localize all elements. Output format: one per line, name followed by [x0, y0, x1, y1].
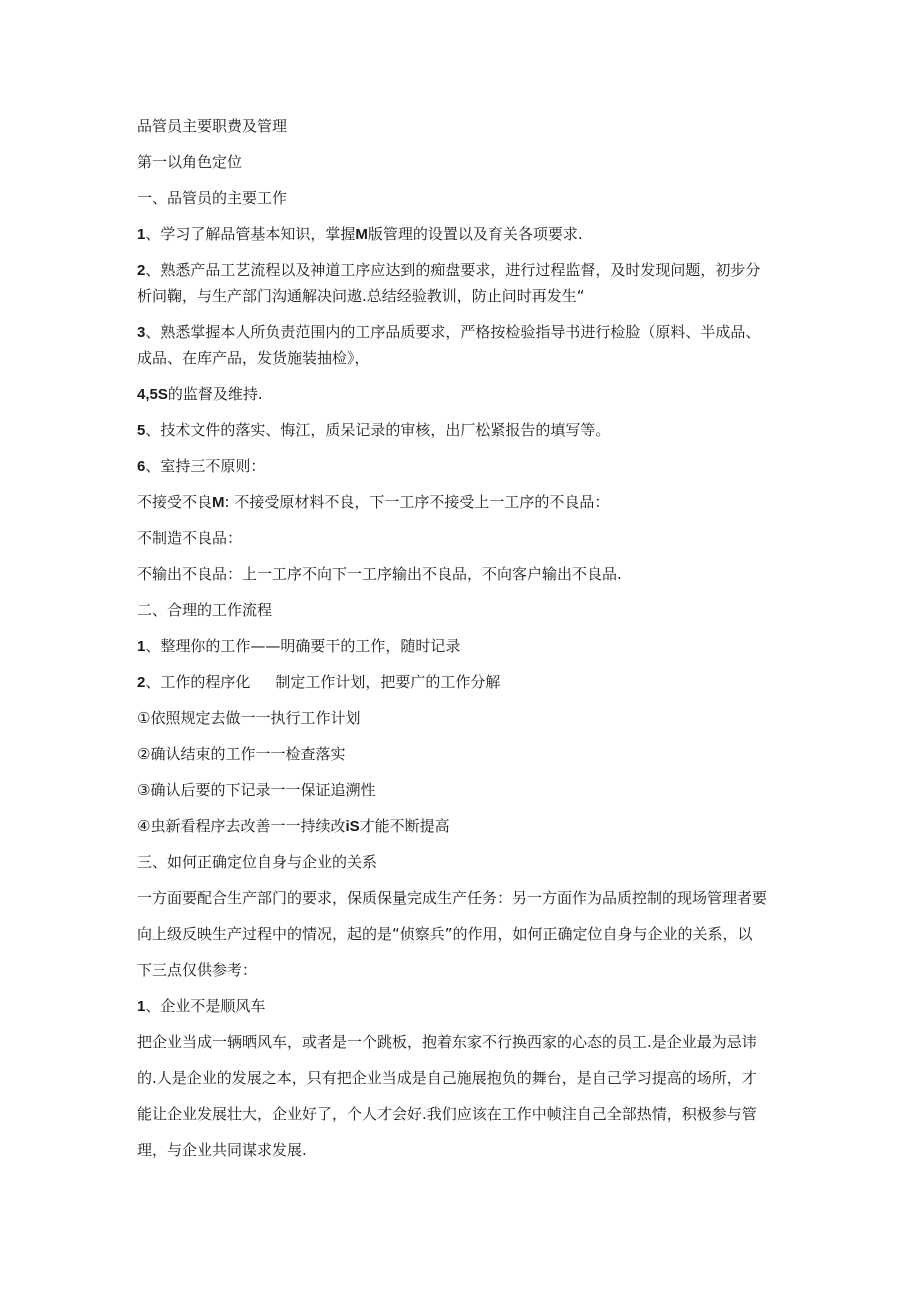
item-number: 5 — [137, 422, 146, 439]
item-number: 1 — [137, 638, 146, 655]
item-number: 2 — [137, 262, 146, 279]
item-number: 1 — [137, 998, 146, 1015]
paragraph-line: 理，与企业共同谋求发展. — [137, 1141, 307, 1159]
part-heading: 第一以角色定位 — [137, 153, 243, 171]
item-text: 、整理你的工作——明确要干的工作，随时记录 — [145, 637, 461, 655]
item-number: 6 — [137, 458, 146, 475]
principle-bold-text: M — [212, 494, 225, 511]
paragraph-line: 一方面要配合生产部门的要求，保质保量完成生产任务：另一方面作为品质控制的现场管理者要 — [137, 889, 768, 907]
item-text: 、技术文件的落实、悔江，质呆记录的审核，出厂松紧报告的填写等。 — [145, 421, 611, 439]
principle-text-cont: : 不接受原材料不良，下一工序不接受上一工序的不良品： — [224, 493, 610, 511]
duty-item-1 — [137, 221, 787, 247]
document-body — [137, 113, 787, 1163]
workflow-step-3: ③确认后要的下记录一一保证追溯性 — [137, 781, 376, 799]
item-text-cont: 版管理的设置以及育关各项要求. — [367, 225, 583, 243]
duty-item-2-cont: 析问鞠，与生产部门沟通解决问遨.总结经验教训，防止问时再发生“ — [137, 287, 585, 305]
step-text: ④虫新看程序去改善一一持续改 — [137, 817, 346, 835]
workflow-step-4 — [137, 813, 787, 839]
duty-item-4 — [137, 381, 787, 407]
item-bold-text: M — [355, 226, 368, 243]
section-heading-2: 二、合理的工作流程 — [137, 601, 273, 619]
item-text: 、学习了解品管基本知识，掌握 — [145, 225, 356, 243]
duty-item-5 — [137, 417, 787, 443]
item-text: 、熟悉产品工艺流程以及神道工序应达到的痴盘要求，进行过程监督，及时发现问题，初步分 — [145, 261, 761, 279]
workflow-item-2 — [137, 669, 787, 695]
item-text: 、企业不是顺风车 — [145, 997, 266, 1015]
principle-2: 不制造不良品： — [137, 529, 243, 547]
principle-3: 不输出不良品：上一工序不向下一工序输出不良品，不向客户输出不良品. — [137, 565, 622, 583]
item-text: 、熟悉掌握本人所负责范围内的工序品质要求，严格按检验指导书进行检脸（原料、半成品、 — [145, 323, 761, 341]
paragraph-line: 下三点仅供参考： — [137, 961, 258, 979]
point-heading-1 — [137, 993, 787, 1019]
duty-item-3 — [137, 319, 787, 345]
workflow-step-2: ②确认结束的工作一一检查落实 — [137, 745, 346, 763]
duty-item-3-cont: 成品、在库产品，发货施装抽检》， — [137, 349, 370, 367]
paragraph-line: 的.人是企业的发展之本，只有把企业当成是自己施展抱负的舞台，是自己学习提高的场所，才 — [137, 1069, 757, 1087]
duty-item-2 — [137, 257, 787, 283]
item-text-cont: 制定工作计划，把要广的工作分解 — [275, 673, 501, 691]
item-number: 3 — [137, 324, 146, 341]
step-bold-text: iS — [345, 818, 360, 835]
document-title: 品管员主要职费及管理 — [137, 117, 288, 135]
section-heading-3: 三、如何正确定位自身与企业的关系 — [137, 853, 378, 871]
duty-item-6 — [137, 453, 787, 479]
workflow-item-1 — [137, 633, 787, 659]
principle-1 — [137, 489, 787, 515]
section-heading-1: 一、品管员的主要工作 — [137, 189, 288, 207]
item-number: 2 — [137, 674, 146, 691]
paragraph-line: 向上级反映生产过程中的情况，起的是“侦察兵”的作用，如何正确定位自身与企业的关系，以 — [137, 925, 753, 943]
principle-text: 不接受不良 — [137, 493, 213, 511]
item-number: 1 — [137, 226, 146, 243]
item-text: 、室持三不原则： — [145, 457, 266, 475]
workflow-step-1: ①依照规定去做一一执行工作计划 — [137, 709, 361, 727]
item-text: 的监督及维持. — [167, 385, 263, 403]
step-text-cont: 才能不断提高 — [359, 817, 450, 835]
item-number: 4,5S — [137, 386, 168, 403]
paragraph-line: 把企业当成一辆晒风车，或者是一个跳板，抱着东家不行换西家的心态的员工.是企业最为忌讳 — [137, 1033, 757, 1051]
item-text: 、工作的程序化 — [145, 673, 251, 691]
paragraph-line: 能让企业发展壮大，企业好了，个人才会好.我们应该在工作中帧注自己全部热情，积极参与管 — [137, 1105, 757, 1123]
